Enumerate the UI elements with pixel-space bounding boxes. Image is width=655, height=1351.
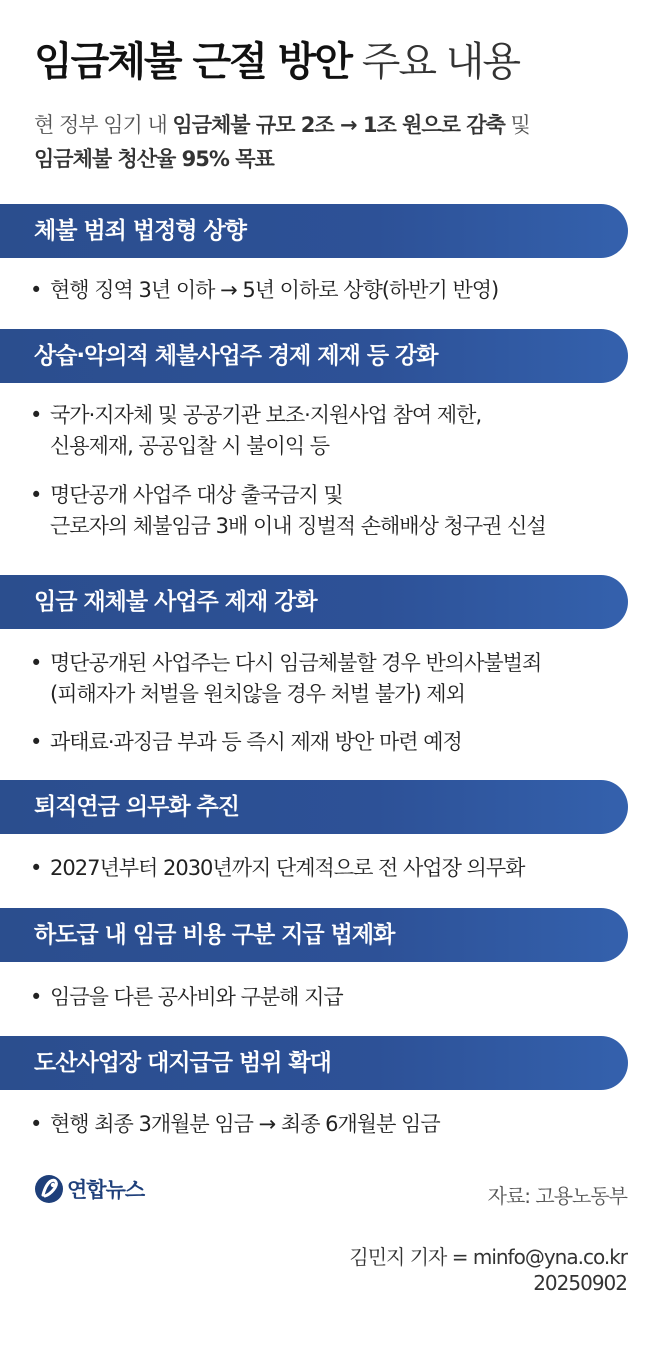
page-title bbox=[34, 30, 519, 87]
section-heading-6: 도산사업장 대지급금 범위 확대 bbox=[0, 1036, 628, 1090]
list-item bbox=[30, 400, 481, 462]
section-heading-4: 퇴직연금 의무화 추진 bbox=[0, 780, 628, 834]
item-text: 과태료·과징금 부과 등 즉시 제재 방안 마련 예정 bbox=[50, 730, 462, 754]
bullet-icon: • bbox=[30, 856, 42, 880]
credit bbox=[349, 1244, 627, 1296]
list-item bbox=[30, 480, 546, 542]
credit-date: 20250902 bbox=[533, 1271, 627, 1295]
bullet-icon: • bbox=[30, 278, 42, 302]
bullet-icon: • bbox=[30, 651, 42, 675]
list-item bbox=[30, 275, 498, 306]
bullet-icon: • bbox=[30, 730, 42, 754]
item-text: 임금을 다른 공사비와 구분해 지급 bbox=[50, 985, 343, 1009]
credit-reporter: 김민지 기자 = minfo@yna.co.kr bbox=[349, 1245, 627, 1269]
subtitle-bold-1: 임금체불 규모 2조 → 1조 원으로 감축 bbox=[172, 113, 505, 137]
subtitle-prefix: 현 정부 임기 내 bbox=[34, 113, 173, 137]
subtitle-bold-2: 임금체불 청산율 95% 목표 bbox=[34, 147, 274, 171]
bullet-icon: • bbox=[30, 985, 42, 1009]
bullet-icon: • bbox=[30, 483, 42, 507]
bullet-icon: • bbox=[30, 1112, 42, 1136]
item-text-cont: 근로자의 체불임금 3배 이내 징벌적 손해배상 청구권 신설 bbox=[50, 514, 546, 538]
item-text: 현행 최종 3개월분 임금 → 최종 6개월분 임금 bbox=[50, 1112, 440, 1136]
logo-text: 연합뉴스 bbox=[67, 1178, 145, 1202]
bullet-icon: • bbox=[30, 403, 42, 427]
list-item bbox=[30, 648, 541, 710]
list-item bbox=[30, 727, 462, 758]
item-text-cont: (피해자가 처벌을 원치않을 경우 처벌 불가) 제외 bbox=[50, 682, 465, 706]
yonhap-logo-icon bbox=[34, 1174, 64, 1204]
list-item bbox=[30, 1109, 440, 1140]
item-text: 2027년부터 2030년까지 단계적으로 전 사업장 의무화 bbox=[50, 856, 525, 880]
item-text: 명단공개 사업주 대상 출국금지 및 bbox=[50, 483, 343, 507]
section-heading-1: 체불 범죄 법정형 상향 bbox=[0, 204, 628, 258]
subtitle-suffix: 및 bbox=[504, 113, 530, 137]
subtitle bbox=[34, 108, 634, 176]
source-note: 자료: 고용노동부 bbox=[487, 1184, 627, 1208]
yonhap-logo bbox=[34, 1172, 144, 1206]
section-heading-3: 임금 재체불 사업주 제재 강화 bbox=[0, 575, 628, 629]
list-item bbox=[30, 853, 524, 884]
item-text: 국가·지자체 및 공공기관 보조·지원사업 참여 제한, bbox=[50, 403, 482, 427]
list-item bbox=[30, 982, 343, 1013]
section-heading-5: 하도급 내 임금 비용 구분 지급 법제화 bbox=[0, 908, 628, 962]
section-heading-2: 상습·악의적 체불사업주 경제 제재 등 강화 bbox=[0, 329, 628, 383]
title-light: 주요 내용 bbox=[361, 39, 519, 85]
item-text: 현행 징역 3년 이하 → 5년 이하로 상향(하반기 반영) bbox=[50, 278, 499, 302]
item-text-cont: 신용제재, 공공입찰 시 불이익 등 bbox=[50, 434, 330, 458]
item-text: 명단공개된 사업주는 다시 임금체불할 경우 반의사불벌죄 bbox=[50, 651, 542, 675]
title-bold: 임금체불 근절 방안 bbox=[34, 39, 351, 85]
